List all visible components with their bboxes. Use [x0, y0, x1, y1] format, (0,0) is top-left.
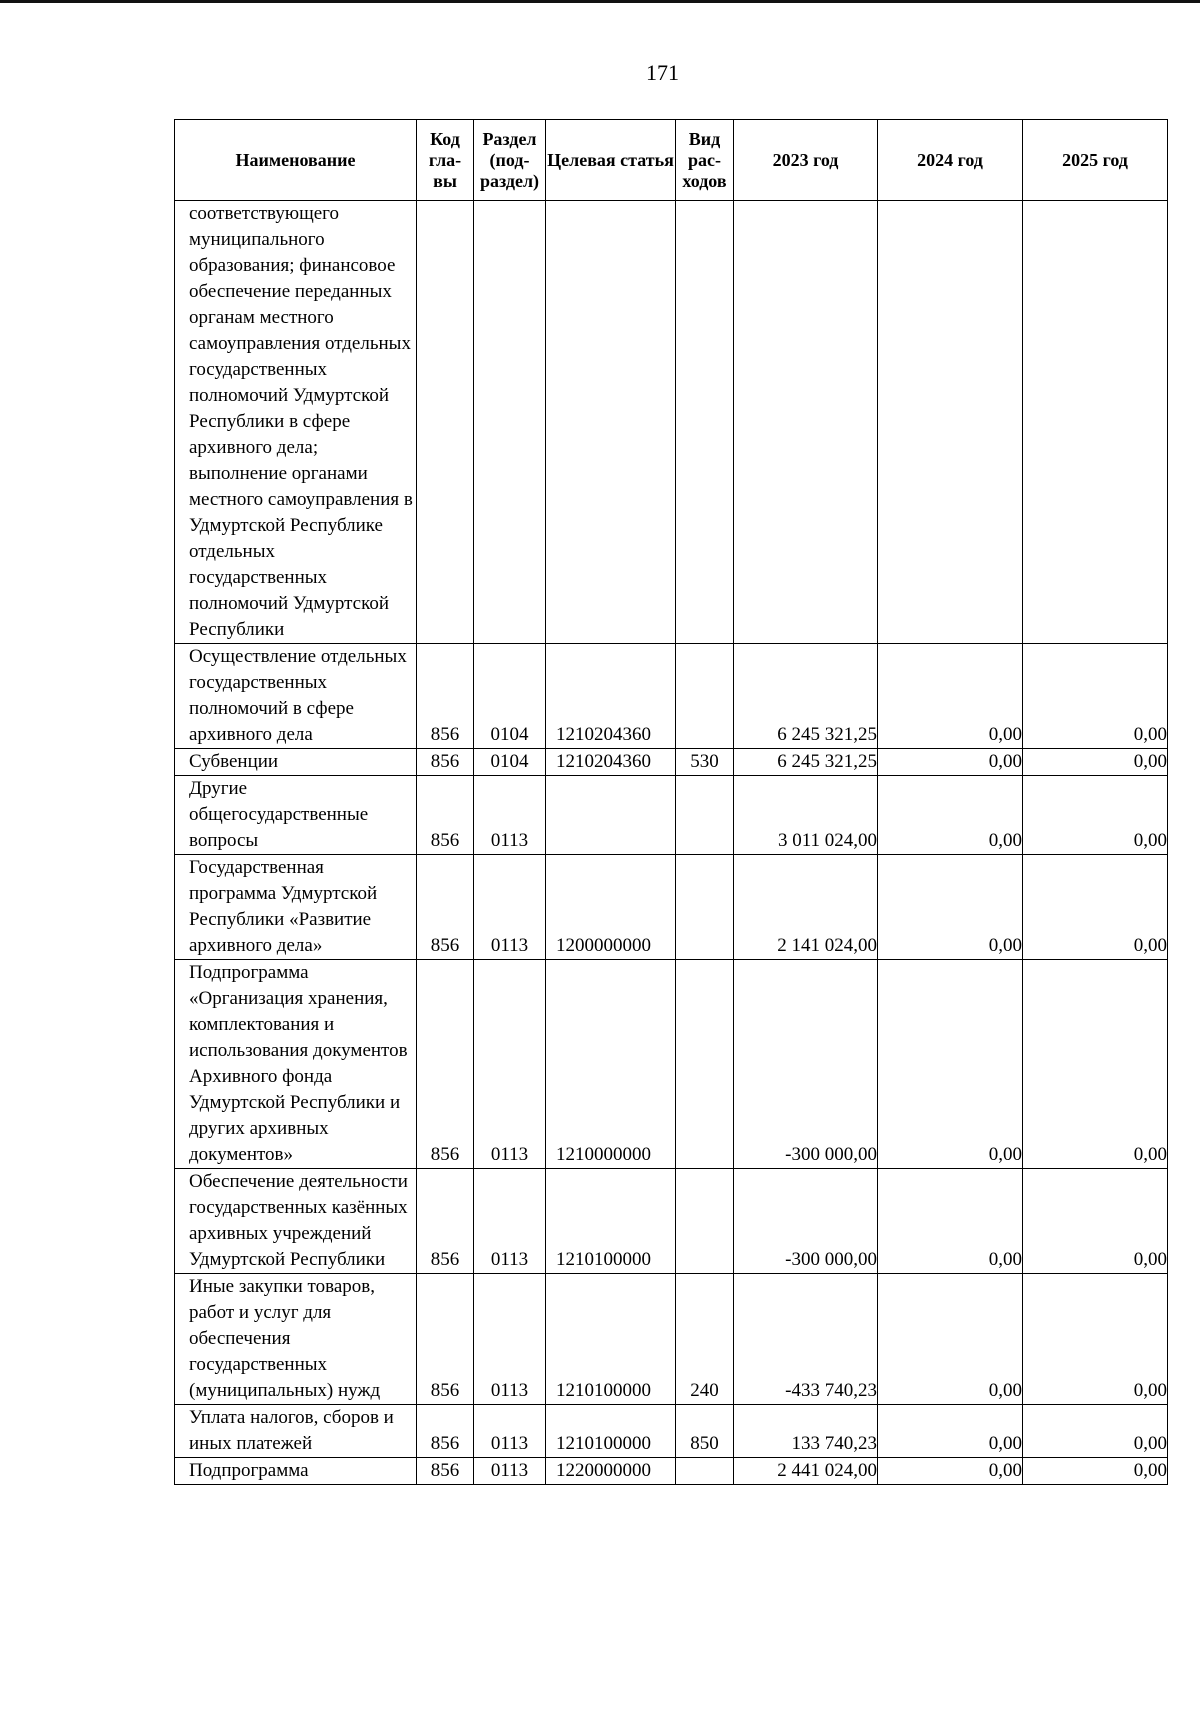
- table-row: [175, 1274, 1168, 1405]
- cell-2025: [1023, 201, 1168, 644]
- cell-2025: 0,00: [1023, 855, 1168, 960]
- budget-table: [174, 119, 1168, 1485]
- cell-type: 850: [676, 1405, 734, 1458]
- table-row: [175, 1169, 1168, 1274]
- table-row: [175, 749, 1168, 776]
- cell-target: 1210204360: [546, 644, 676, 749]
- header-2024: 2024 год: [878, 120, 1023, 201]
- cell-2023: -300 000,00: [734, 960, 878, 1169]
- cell-section: 0113: [474, 776, 546, 855]
- cell-target: [546, 201, 676, 644]
- table-row: [175, 855, 1168, 960]
- cell-target: 1210000000: [546, 960, 676, 1169]
- header-section: Раздел (под-раздел): [474, 120, 546, 201]
- cell-code: 856: [417, 776, 474, 855]
- cell-code: 856: [417, 1169, 474, 1274]
- cell-name: соответствующего муниципального образования; финансовое обеспечение переданных органам местного самоуправления отдельных государственных полномочий Удмуртской Республики в сфере архивного дела; выполнение органами местного самоуправления в Удмуртской Республике отдельных государственных полномочий Удмуртской Республики: [175, 201, 417, 644]
- cell-code: 856: [417, 644, 474, 749]
- cell-2023: 6 245 321,25: [734, 644, 878, 749]
- cell-target: 1220000000: [546, 1458, 676, 1485]
- header-2023: 2023 год: [734, 120, 878, 201]
- cell-section: [474, 201, 546, 644]
- header-name: Наименование: [175, 120, 417, 201]
- cell-code: 856: [417, 1458, 474, 1485]
- cell-section: 0113: [474, 1169, 546, 1274]
- table-row: [175, 1458, 1168, 1485]
- cell-2024: 0,00: [878, 1274, 1023, 1405]
- cell-section: 0104: [474, 644, 546, 749]
- cell-type: [676, 960, 734, 1169]
- cell-target: [546, 776, 676, 855]
- cell-target: 1210100000: [546, 1405, 676, 1458]
- header-type: Вид рас-ходов: [676, 120, 734, 201]
- cell-section: 0113: [474, 855, 546, 960]
- cell-section: 0113: [474, 1274, 546, 1405]
- cell-code: 856: [417, 855, 474, 960]
- table-row: [175, 644, 1168, 749]
- cell-target: 1210204360: [546, 749, 676, 776]
- cell-type: [676, 776, 734, 855]
- cell-2023: -433 740,23: [734, 1274, 878, 1405]
- table-row: [175, 776, 1168, 855]
- cell-2025: 0,00: [1023, 749, 1168, 776]
- cell-2025: 0,00: [1023, 1274, 1168, 1405]
- cell-2024: 0,00: [878, 1169, 1023, 1274]
- cell-code: 856: [417, 1274, 474, 1405]
- cell-type: [676, 1169, 734, 1274]
- cell-2025: 0,00: [1023, 644, 1168, 749]
- cell-2024: 0,00: [878, 960, 1023, 1169]
- cell-2023: 6 245 321,25: [734, 749, 878, 776]
- cell-code: 856: [417, 749, 474, 776]
- cell-2024: 0,00: [878, 776, 1023, 855]
- cell-2025: 0,00: [1023, 960, 1168, 1169]
- cell-name: Другие общегосударственные вопросы: [175, 776, 417, 855]
- cell-2024: [878, 201, 1023, 644]
- table-row: [175, 1405, 1168, 1458]
- cell-section: 0113: [474, 1458, 546, 1485]
- cell-2023: 133 740,23: [734, 1405, 878, 1458]
- cell-section: 0104: [474, 749, 546, 776]
- cell-code: 856: [417, 960, 474, 1169]
- cell-2024: 0,00: [878, 644, 1023, 749]
- cell-2025: 0,00: [1023, 1458, 1168, 1485]
- cell-type: [676, 201, 734, 644]
- cell-2025: 0,00: [1023, 1405, 1168, 1458]
- cell-name: Государственная программа Удмуртской Республики «Развитие архивного дела»: [175, 855, 417, 960]
- table-body: [175, 201, 1168, 1485]
- table-header-row: [175, 120, 1168, 201]
- cell-name: Осуществление отдельных государственных полномочий в сфере архивного дела: [175, 644, 417, 749]
- cell-name: Уплата налогов, сборов и иных платежей: [175, 1405, 417, 1458]
- cell-code: [417, 201, 474, 644]
- table-row: [175, 201, 1168, 644]
- cell-code: 856: [417, 1405, 474, 1458]
- cell-2024: 0,00: [878, 749, 1023, 776]
- cell-type: 240: [676, 1274, 734, 1405]
- cell-name: Подпрограмма: [175, 1458, 417, 1485]
- cell-2023: [734, 201, 878, 644]
- cell-2024: 0,00: [878, 1405, 1023, 1458]
- cell-type: [676, 855, 734, 960]
- cell-target: 1210100000: [546, 1274, 676, 1405]
- cell-2025: 0,00: [1023, 1169, 1168, 1274]
- header-target: Целевая статья: [546, 120, 676, 201]
- cell-type: 530: [676, 749, 734, 776]
- cell-section: 0113: [474, 1405, 546, 1458]
- cell-2023: -300 000,00: [734, 1169, 878, 1274]
- cell-name: Обеспечение деятельности государственных казённых архивных учреждений Удмуртской Республики: [175, 1169, 417, 1274]
- header-2025: 2025 год: [1023, 120, 1168, 201]
- table-row: [175, 960, 1168, 1169]
- cell-target: 1200000000: [546, 855, 676, 960]
- cell-2025: 0,00: [1023, 776, 1168, 855]
- cell-2024: 0,00: [878, 855, 1023, 960]
- header-code: Код гла-вы: [417, 120, 474, 201]
- cell-2023: 2 441 024,00: [734, 1458, 878, 1485]
- cell-2024: 0,00: [878, 1458, 1023, 1485]
- cell-type: [676, 1458, 734, 1485]
- cell-name: Субвенции: [175, 749, 417, 776]
- cell-2023: 3 011 024,00: [734, 776, 878, 855]
- page-number: 171: [646, 60, 679, 85]
- cell-section: 0113: [474, 960, 546, 1169]
- cell-name: Подпрограмма «Организация хранения, комплектования и использования документов Архивного фонда Удмуртской Республики и других архивных документов»: [175, 960, 417, 1169]
- scan-top-edge: [0, 0, 1200, 3]
- cell-2023: 2 141 024,00: [734, 855, 878, 960]
- cell-target: 1210100000: [546, 1169, 676, 1274]
- cell-name: Иные закупки товаров, работ и услуг для обеспечения государственных (муниципальных) нужд: [175, 1274, 417, 1405]
- cell-type: [676, 644, 734, 749]
